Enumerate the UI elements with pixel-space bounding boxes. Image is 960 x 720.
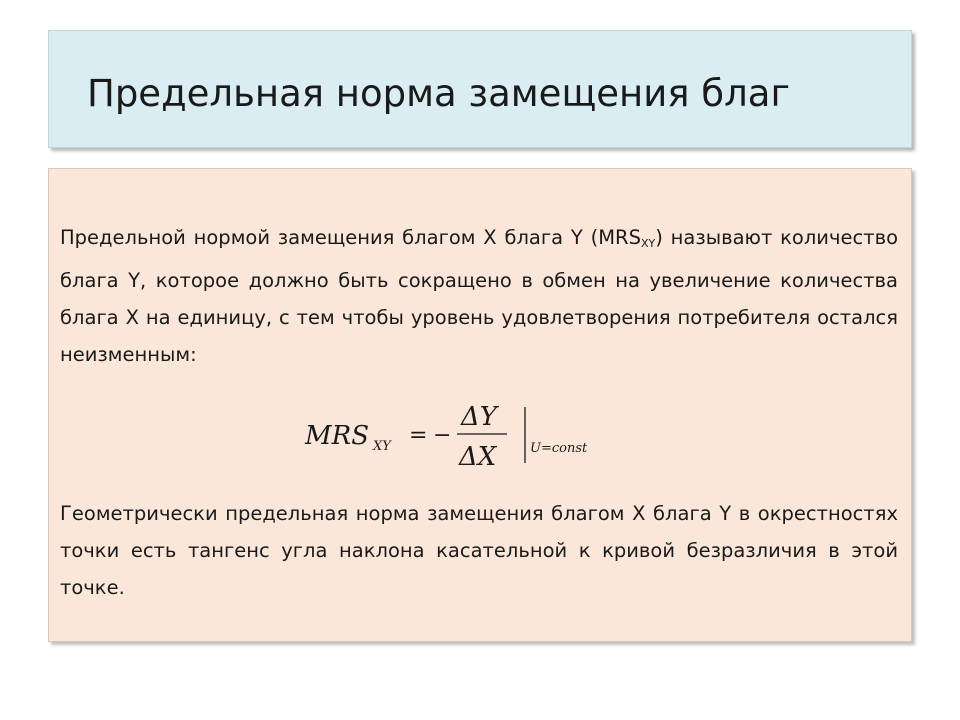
formula-minus: − xyxy=(433,423,452,448)
definition-paragraph xyxy=(60,219,898,373)
formula-denominator: ΔX xyxy=(459,442,497,472)
formula-lhs-subscript: XY xyxy=(373,439,391,454)
formula-numerator: ΔY xyxy=(461,402,497,432)
formula-lhs: MRS xyxy=(305,421,370,451)
mrs-formula xyxy=(303,397,623,477)
definition-text-start: Предельной нормой замещения благом X блага Y (MRS xyxy=(60,226,641,249)
title-box xyxy=(48,30,912,148)
formula-equals: = xyxy=(409,423,428,448)
slide-title: Предельная норма замещения благ xyxy=(87,72,790,115)
content-box xyxy=(48,168,912,642)
formula-condition: U=const xyxy=(530,441,588,456)
definition-subscript: XY xyxy=(640,237,656,250)
definition-text-end: ) называют количество блага Y, которое должно быть сокращено в обмен на увеличение количества блага X на единицу, с тем чтобы уровень удовлетворения потребителя остался неизменным: xyxy=(60,226,898,366)
geometry-paragraph: Геометрически предельная норма замещения благом X блага Y в окрестностях точки есть тангенс угла наклона касательной к кривой безразличия в этой точке. xyxy=(60,502,898,599)
